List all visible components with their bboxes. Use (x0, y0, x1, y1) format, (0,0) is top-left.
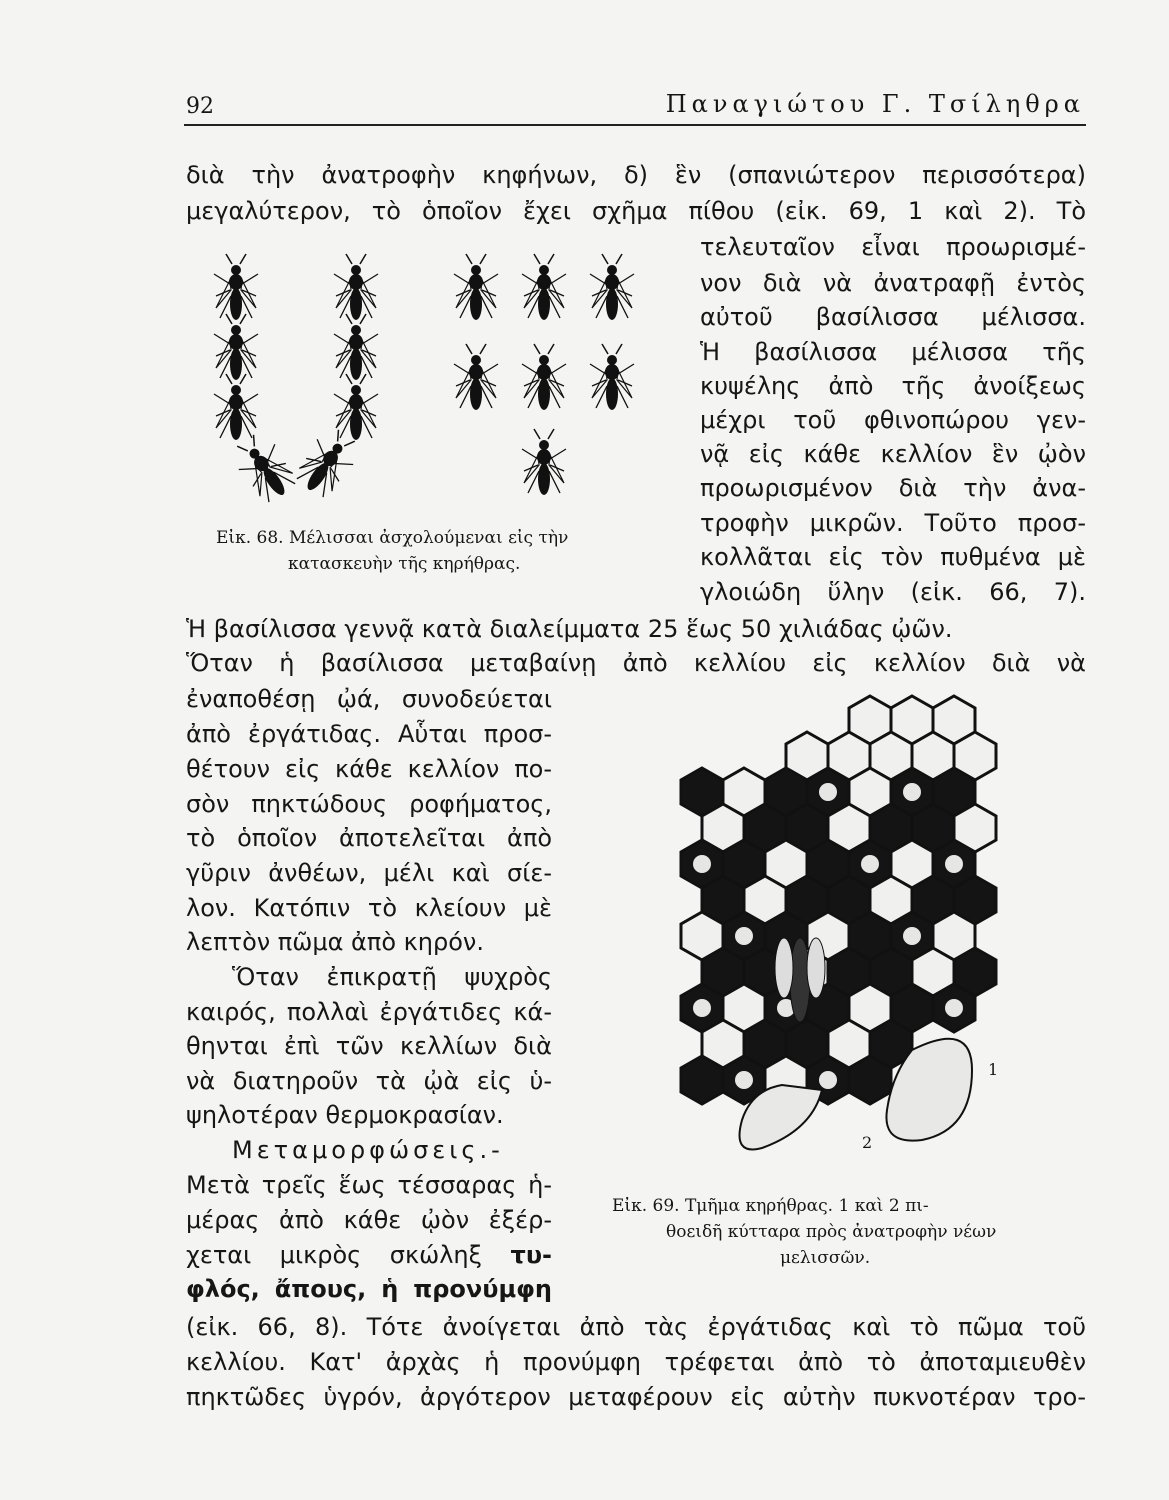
text-line: θέτουν εἰς κάθε κελλίον πο- (186, 755, 552, 783)
bold-term-line: φλός, ἄπους, ἡ προνύμφη (186, 1275, 552, 1303)
text-line: ἀπὸ ἐργάτιδας. Αὗται προσ- (186, 720, 552, 748)
honeycomb-cell (849, 1056, 891, 1104)
page-number: 92 (186, 94, 214, 119)
section-heading: Μεταμορφώσεις.- (232, 1136, 504, 1164)
text-line: Ἡ βασίλισσα μέλισσα τῆς (700, 338, 1086, 366)
text-line: (εἰκ. 66, 8). Τότε ἀνοίγεται ἀπὸ τὰς ἐργάτιδας καὶ τὸ πῶμα τοῦ (186, 1313, 1086, 1341)
figure-69-caption-line: Εἰκ. 69. Τμῆμα κηρήθρας. 1 καὶ 2 πι- (612, 1196, 929, 1216)
text-line: γῦριν ἀνθέων, μέλι καὶ σίε- (186, 859, 552, 887)
larva-mark (861, 855, 879, 873)
larva-mark (945, 999, 963, 1017)
text-line: μέχρι τοῦ φθινοπώρου γεν- (700, 406, 1086, 434)
figure-69-caption-line: μελισσῶν. (780, 1248, 871, 1268)
text-line: νον διὰ νὰ ἀνατραφῇ ἐντὸς (700, 269, 1086, 297)
text-line: καιρός, πολλαὶ ἐργάτιδες κά- (186, 998, 552, 1026)
larva-mark (693, 855, 711, 873)
bold-term: τυ- (510, 1241, 552, 1269)
larva-mark (819, 1071, 837, 1089)
larva-mark (903, 927, 921, 945)
larva-mark (903, 783, 921, 801)
text-line: γλοιώδη ὕλην (εἰκ. 66, 7). (700, 578, 1086, 606)
text-line: πηκτῶδες ὑγρόν, ἀργότερον μεταφέρουν εἰς αὐτὴν πυκνοτέραν τρο- (186, 1383, 1086, 1411)
text-line: κελλίου. Κατ' ἀρχὰς ἡ προνύμφη τρέφεται ἀπὸ τὸ ἀποταμιευθὲν (186, 1348, 1086, 1376)
text-line: μεγαλύτερον, τὸ ὁποῖον ἔχει σχῆμα πίθου (εἰκ. 69, 1 καὶ 2). Τὸ (186, 197, 1086, 225)
text-line: αὐτοῦ βασίλισσα μέλισσα. (700, 303, 1086, 331)
text-line: Μετὰ τρεῖς ἕως τέσσαρας ἡ- (186, 1171, 552, 1199)
text-line: διὰ τὴν ἀνατροφὴν κηφήνων, δ) ἓν (σπανιώτερον περισσότερα) (186, 161, 1086, 189)
text-line: λον. Κατόπιν τὸ κλείουν μὲ (186, 894, 552, 922)
text-line: κυψέλης ἀπὸ τῆς ἀνοίξεως (700, 372, 1086, 400)
header-rule (184, 124, 1086, 126)
text-line: νᾷ εἰς κάθε κελλίον ἓν ᾠὸν (700, 440, 1086, 468)
larva-mark (693, 999, 711, 1017)
text-line: τὸ ὁποῖον ἀποτελεῖται ἀπὸ (186, 824, 552, 852)
text-line: Ὅταν ἐπικρατῇ ψυχρὸς (232, 963, 552, 991)
text-line: σὸν πηκτώδους ροφήματος, (186, 790, 552, 818)
figure-68-bees-illustration (196, 250, 666, 510)
text-line (186, 1240, 552, 1270)
larva-mark (945, 855, 963, 873)
larva-mark (819, 783, 837, 801)
text-line: τροφὴν μικρῶν. Τοῦτο προσ- (700, 509, 1086, 537)
text-line: τελευταῖον εἶναι προωρισμέ- (700, 233, 1086, 261)
text-line: ψηλοτέραν θερμοκρασίαν. (186, 1101, 504, 1129)
text-line: μέρας ἀπὸ κάθε ᾠὸν ἐξέρ- (186, 1206, 552, 1234)
larva-mark (735, 1071, 753, 1089)
figure-68-caption-line: κατασκευὴν τῆς κηρήθρας. (288, 554, 521, 574)
figure-69-caption-line: θοειδῆ κύτταρα πρὸς ἀνατροφὴν νέων (666, 1222, 997, 1242)
figure-69-label: 2 (862, 1133, 873, 1152)
text-line: νὰ διατηροῦν τὰ ᾠὰ εἰς ὑ- (186, 1067, 552, 1095)
text-line: Ὅταν ἡ βασίλισσα μεταβαίνῃ ἀπὸ κελλίου εἰς κελλίον διὰ νὰ (186, 649, 1086, 677)
larva-mark (735, 927, 753, 945)
figure-68-caption-line: Εἰκ. 68. Μέλισσαι ἀσχολούμεναι εἰς τὴν (216, 528, 569, 548)
text-line: θηνται ἐπὶ τῶν κελλίων διὰ (186, 1032, 552, 1060)
text-line: ἐναποθέσῃ ᾠά, συνοδεύεται (186, 685, 552, 713)
text-line: προωρισμένον διὰ τὴν ἀνα- (700, 474, 1086, 502)
text-fragment: χεται μικρὸς σκώληξ (186, 1241, 483, 1269)
text-line: Ἡ βασίλισσα γεννᾷ κατὰ διαλείμματα 25 ἕως 50 χιλιάδας ᾠῶν. (186, 615, 953, 643)
text-line: λεπτὸν πῶμα ἀπὸ κηρόν. (186, 928, 484, 956)
running-title: Παναγιώτου Γ. Τσίληθρα (665, 90, 1085, 118)
figure-69-honeycomb-illustration (672, 690, 1002, 1160)
figure-69-label: 1 (988, 1060, 999, 1079)
honeycomb-cell (681, 1056, 723, 1104)
text-line: κολλᾶται εἰς τὸν πυθμένα μὲ (700, 543, 1086, 571)
